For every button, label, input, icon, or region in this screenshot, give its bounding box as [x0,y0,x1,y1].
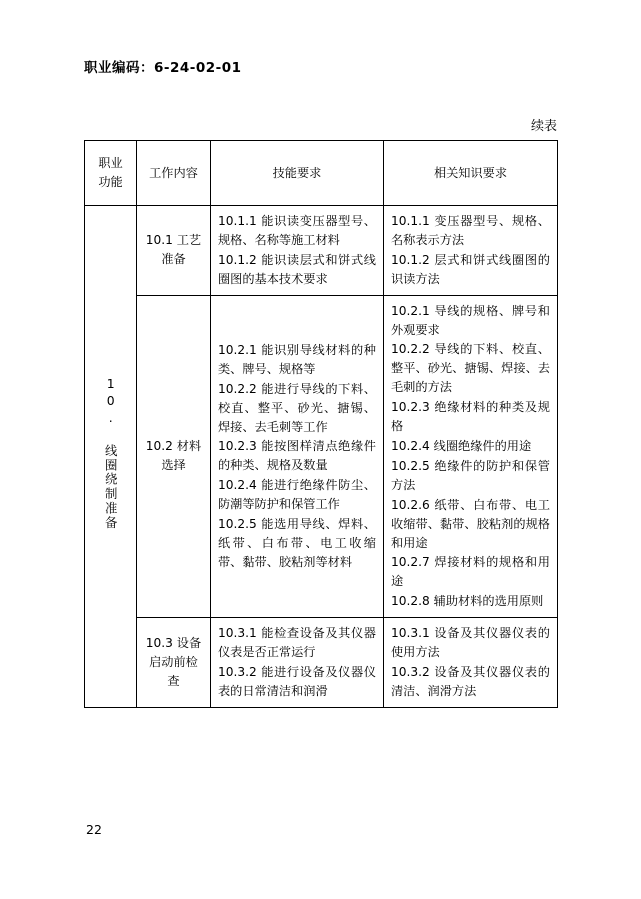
skill-item: 10.2.4 能进行绝缘件防尘、防潮等防护和保管工作 [218,478,376,512]
skill-item: 10.2.1 能识别导线材料的种类、牌号、规格等 [218,342,376,376]
knowledge-item: 10.2.8 辅助材料的选用原则 [391,594,544,609]
knowledge-item: 10.1.2 层式和饼式线圈图的识读方法 [391,252,550,286]
skill-item: 10.2.5 能选用导线、焊料、纸带、白布带、电工收缩带、黏带、胶粘剂等材料 [218,517,376,569]
header-skill-requirements: 技能要求 [211,141,384,206]
table-row [85,206,558,296]
skills-requirements-table [84,140,558,708]
work-content-text: 10.2 材料选择 [145,439,202,473]
continued-table-label: 续表 [530,119,557,134]
skill-item: 10.3.2 能进行设备及仪器仪表的日常清洁和润滑 [218,664,376,698]
knowledge-item: 10.2.1 导线的规格、牌号和外观要求 [391,303,550,337]
knowledge-item: 10.2.5 绝缘件的防护和保管方法 [391,458,550,492]
skill-item: 10.3.1 能检查设备及其仪器仪表是否正常运行 [218,626,376,660]
knowledge-item: 10.2.4 线圈绝缘件的用途 [391,438,532,453]
knowledge-item: 10.2.7 焊接材料的规格和用途 [391,555,550,589]
table-row [85,295,558,618]
table-header-row [85,141,558,206]
header-occupational-function [85,141,137,206]
knowledge-item: 10.3.2 设备及其仪器仪表的清洁、润滑方法 [391,664,550,698]
knowledge-item: 10.2.6 纸带、白布带、电工收缩带、黏带、胶粘剂的规格和用途 [391,497,550,550]
work-content-text: 10.3 设备启动前检查 [145,636,202,688]
table-row [85,618,558,708]
header-knowledge-requirements: 相关知识要求 [384,141,558,206]
knowledge-requirements-cell [384,295,558,618]
work-content-cell [137,295,211,618]
knowledge-item: 10.1.1 变压器型号、规格、名称表示方法 [391,214,550,247]
work-content-text: 10.1 工艺准备 [145,233,202,267]
header-work-content: 工作内容 [137,141,211,206]
knowledge-item: 10.2.2 导线的下料、校直、整平、砂光、搪锡、焊接、去毛刺的方法 [391,342,550,395]
work-content-cell [137,206,211,296]
page-number: 22 [86,822,102,837]
skill-item: 10.1.2 能识读层式和饼式线圈图的基本技术要求 [218,252,376,286]
occupational-function-text: 10. 线圈绕制准备 [103,376,119,531]
occupational-function-cell [85,206,137,708]
knowledge-item: 10.2.3 绝缘材料的种类及规格 [391,400,550,434]
knowledge-requirements-cell [384,618,558,708]
work-content-cell [137,618,211,708]
header-occupational-function-line2: 功能 [98,175,123,189]
knowledge-item: 10.3.1 设备及其仪器仪表的使用方法 [391,626,550,660]
skill-requirements-cell [211,618,384,708]
knowledge-requirements-cell [384,206,558,296]
header-occupational-function-line1: 职业 [98,156,123,171]
skill-requirements-cell [211,206,384,296]
skill-item: 10.2.3 能按图样清点绝缘件的种类、规格及数量 [218,439,376,473]
skill-item: 10.2.2 能进行导线的下料、校直、整平、砂光、搪锡、焊接、去毛刺等工作 [218,381,376,434]
occupation-code: 职业编码：6-24-02-01 [84,60,242,76]
skill-requirements-cell [211,295,384,618]
skill-item: 10.1.1 能识读变压器型号、规格、名称等施工材料 [218,214,376,247]
